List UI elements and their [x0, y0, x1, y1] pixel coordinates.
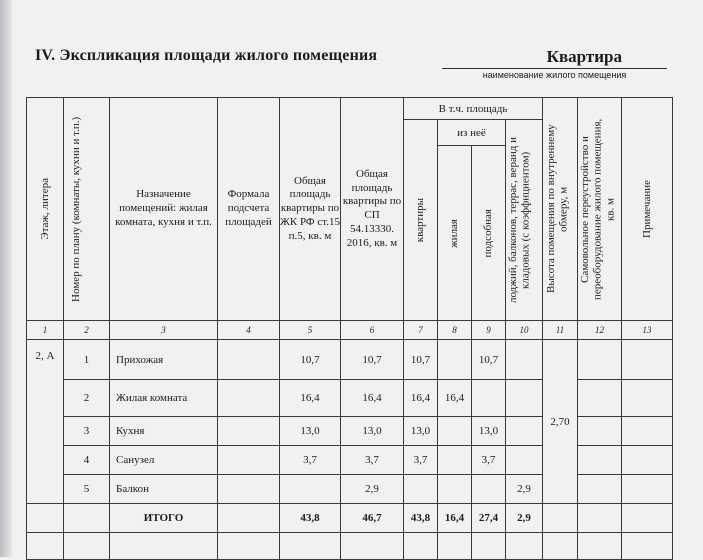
auxiliary-cell: 10,7	[472, 340, 506, 380]
total-zk-cell: 16,4	[280, 380, 341, 417]
col-num: 2	[64, 321, 110, 340]
formula-cell	[218, 446, 280, 475]
apartment-cell: 10,7	[404, 340, 438, 380]
col-num: 8	[438, 321, 472, 340]
height-cell: 2,70	[543, 340, 578, 504]
total-sp-cell: 2,9	[341, 475, 404, 504]
total-auxiliary: 27,4	[472, 504, 506, 533]
room-name: Жилая комната	[110, 380, 218, 417]
auxiliary-cell	[472, 380, 506, 417]
living-cell	[438, 446, 472, 475]
loggia-cell	[506, 417, 543, 446]
object-underline	[442, 68, 667, 69]
note-cell	[622, 446, 673, 475]
total-sp-cell: 10,7	[341, 340, 404, 380]
living-cell	[438, 417, 472, 446]
total-living: 16,4	[438, 504, 472, 533]
room-name: Прихожая	[110, 340, 218, 380]
page-title: IV. Экспликация площади жилого помещения	[35, 47, 378, 64]
formula-cell	[218, 340, 280, 380]
apartment-cell	[404, 475, 438, 504]
header-formula: Формала подсчета площадей	[218, 98, 280, 321]
rebuild-cell	[578, 475, 622, 504]
room-no: 3	[64, 417, 110, 446]
col-num: 11	[543, 321, 578, 340]
total-sp-cell: 3,7	[341, 446, 404, 475]
formula-cell	[218, 380, 280, 417]
header-loggias: лоджий, балконов, террас, веранд и кладовых (с коэффициентом)	[506, 120, 543, 321]
note-cell	[622, 417, 673, 446]
apartment-cell: 3,7	[404, 446, 438, 475]
total-row	[27, 504, 673, 533]
room-no: 5	[64, 475, 110, 504]
note-cell	[622, 475, 673, 504]
header-auxiliary: подсобная	[472, 146, 506, 321]
note-cell	[622, 380, 673, 417]
total-zk: 43,8	[280, 504, 341, 533]
room-name: Кухня	[110, 417, 218, 446]
header-apartment: квартиры	[404, 120, 438, 321]
header-floor: Этаж, литера	[27, 98, 64, 321]
room-no: 2	[64, 380, 110, 417]
col-num: 9	[472, 321, 506, 340]
auxiliary-cell	[472, 475, 506, 504]
total-zk-cell: 3,7	[280, 446, 341, 475]
rebuild-cell	[578, 380, 622, 417]
col-num: 7	[404, 321, 438, 340]
room-name: Санузел	[110, 446, 218, 475]
apartment-cell: 16,4	[404, 380, 438, 417]
column-numbers-row	[27, 321, 673, 340]
total-zk-cell	[280, 475, 341, 504]
col-num: 6	[341, 321, 404, 340]
blank-row	[27, 533, 673, 560]
col-num: 3	[110, 321, 218, 340]
loggia-cell	[506, 340, 543, 380]
loggia-cell: 2,9	[506, 475, 543, 504]
rebuild-cell	[578, 340, 622, 380]
header-living: жилая	[438, 146, 472, 321]
total-sp-cell: 16,4	[341, 380, 404, 417]
total-loggia: 2,9	[506, 504, 543, 533]
col-num: 1	[27, 321, 64, 340]
object-caption: наименование жилого помещения	[482, 70, 627, 80]
room-name: Балкон	[110, 475, 218, 504]
header-total-sp: Общая площадь квартиры по СП 54.13330. 2016, кв. м	[341, 98, 404, 321]
header-plan-no: Номер по плану (комнаты, кухни и т.п.)	[64, 98, 110, 321]
header-rebuild: Самовольное переустройство и переоборудование жилого помещения, кв. м	[578, 98, 622, 321]
loggia-cell	[506, 446, 543, 475]
rebuild-cell	[578, 446, 622, 475]
col-num: 12	[578, 321, 622, 340]
formula-cell	[218, 475, 280, 504]
total-sp: 46,7	[341, 504, 404, 533]
header-of-which: из неё	[438, 120, 506, 146]
living-cell	[438, 475, 472, 504]
rebuild-cell	[578, 417, 622, 446]
header-purpose: Назначение помещений: жилая комната, кухня и т.п.	[110, 98, 218, 321]
formula-cell	[218, 417, 280, 446]
total-zk-cell: 10,7	[280, 340, 341, 380]
col-num: 10	[506, 321, 543, 340]
room-no: 4	[64, 446, 110, 475]
room-no: 1	[64, 340, 110, 380]
col-num: 5	[280, 321, 341, 340]
total-sp-cell: 13,0	[341, 417, 404, 446]
header-incl-area: В т.ч. площадь	[404, 98, 543, 120]
loggia-cell	[506, 380, 543, 417]
apartment-cell: 13,0	[404, 417, 438, 446]
auxiliary-cell: 13,0	[472, 417, 506, 446]
header-note: Примечание	[622, 98, 673, 321]
table-row	[27, 340, 673, 380]
explication-table	[26, 97, 673, 560]
page-edge	[0, 0, 12, 557]
total-label: ИТОГО	[110, 504, 218, 533]
total-zk-cell: 13,0	[280, 417, 341, 446]
note-cell	[622, 340, 673, 380]
header-height: Высота помещения по внутреннему обмеру, м	[543, 98, 578, 321]
total-apartment: 43,8	[404, 504, 438, 533]
living-cell: 16,4	[438, 380, 472, 417]
floor-cell: 2, А	[27, 340, 64, 504]
auxiliary-cell: 3,7	[472, 446, 506, 475]
col-num: 4	[218, 321, 280, 340]
col-num: 13	[622, 321, 673, 340]
header-total-zk: Общая площадь квартиры по ЖК РФ ст.15 п.5, кв. м	[280, 98, 341, 321]
living-cell	[438, 340, 472, 380]
object-name: Квартира	[546, 47, 622, 66]
